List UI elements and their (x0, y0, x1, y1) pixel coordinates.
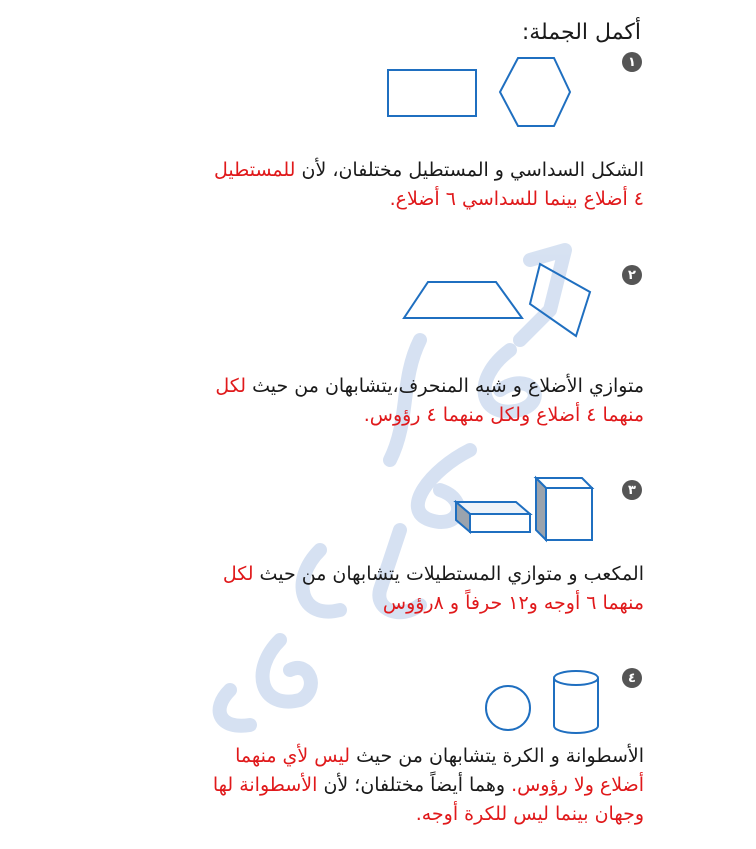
sphere-cylinder-shapes (482, 664, 604, 740)
answer-fill: ليس لأي منهما (235, 745, 351, 767)
answer-fill: منهما ٤ أضلاع ولكل منهما ٤ رؤوس. (363, 404, 644, 426)
prism-cube-shapes (450, 474, 600, 546)
answer-text: متوازي الأضلاع و شبه المنحرف،يتشابهان من حيث (246, 375, 644, 397)
question-number-badge: ١ (622, 52, 642, 72)
answer-fill: وجهان بينما ليس للكرة أوجه. (415, 803, 644, 825)
answer-fill: للمستطيل (214, 159, 296, 181)
answer-fill: لكل (222, 563, 254, 585)
instruction-heading: أكمل الجملة: (521, 20, 641, 45)
answer-fill: لكل (215, 375, 247, 397)
question-number-badge: ٢ (622, 265, 642, 285)
answer-text: المكعب و متوازي المستطيلات يتشابهان من حيث (253, 563, 644, 585)
answer-text: الشكل السداسي و المستطيل مختلفان، لأن (295, 159, 644, 181)
answer-fill: الأسطوانة لها (212, 774, 318, 796)
answer-text: وهما أيضاً مختلفان؛ لأن (317, 774, 512, 796)
question-number-badge: ٤ (622, 668, 642, 688)
answer-fill: أضلاع ولا رؤوس. (511, 774, 644, 796)
trapezoid-parallelogram-shapes (398, 258, 598, 340)
question-number-badge: ٣ (622, 480, 642, 500)
answer-fill: ٤ أضلاع بينما للسداسي ٦ أضلاع. (389, 188, 644, 210)
answer-fill: منهما ٦ أوجه و١٢ حرفاً و ٨رؤوس (382, 592, 644, 614)
answer-1 (84, 156, 644, 214)
rectangle-hexagon-shapes (380, 52, 580, 132)
answer-4 (84, 742, 644, 829)
answer-3 (84, 560, 644, 618)
answer-text: الأسطوانة و الكرة يتشابهان من حيث (350, 745, 644, 767)
answer-2 (84, 372, 644, 430)
